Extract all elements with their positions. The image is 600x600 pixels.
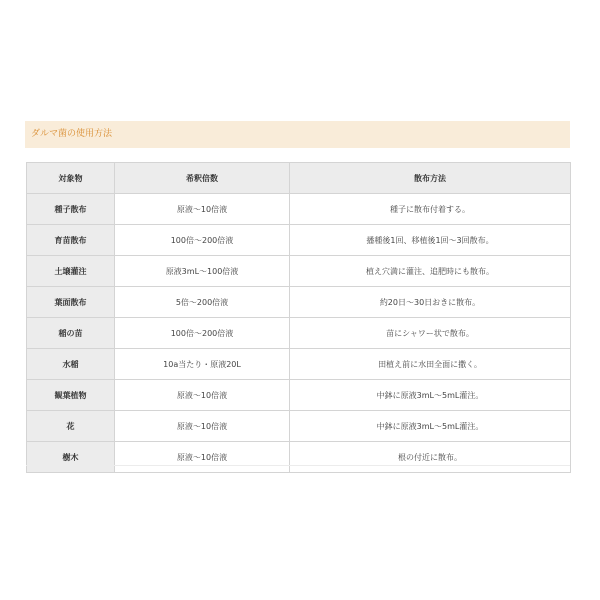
header-dilution: 希釈倍数 — [115, 163, 290, 194]
table-row — [27, 349, 571, 380]
table-header-row — [27, 163, 571, 194]
target-cell: 樹木 — [27, 442, 115, 473]
method-cell: 中鉢に原液3mL～5mL灌注。 — [290, 380, 571, 411]
target-cell: 土壌灌注 — [27, 256, 115, 287]
table-row — [27, 442, 571, 473]
dilution-cell: 原液～10倍液 — [115, 194, 290, 225]
dilution-cell: 原液～10倍液 — [115, 380, 290, 411]
method-cell: 植え穴満に灌注、追肥時にも散布。 — [290, 256, 571, 287]
usage-table — [26, 162, 571, 473]
method-cell: 播種後1回、移植後1回～3回散布。 — [290, 225, 571, 256]
method-cell: 約20日～30日おきに散布。 — [290, 287, 571, 318]
table-row — [27, 194, 571, 225]
dilution-cell: 5倍～200倍液 — [115, 287, 290, 318]
section-title-banner — [25, 121, 570, 148]
dilution-cell: 10a当たり・原液20L — [115, 349, 290, 380]
target-cell: 種子散布 — [27, 194, 115, 225]
target-cell: 観葉植物 — [27, 380, 115, 411]
dilution-cell: 100倍～200倍液 — [115, 225, 290, 256]
method-cell: 苗にシャワー状で散布。 — [290, 318, 571, 349]
table-row — [27, 318, 571, 349]
target-cell: 水稲 — [27, 349, 115, 380]
dilution-cell: 100倍～200倍液 — [115, 318, 290, 349]
target-cell: 葉面散布 — [27, 287, 115, 318]
target-cell: 育苗散布 — [27, 225, 115, 256]
table-row — [27, 380, 571, 411]
dilution-cell: 原液～10倍液 — [115, 442, 290, 473]
target-cell: 花 — [27, 411, 115, 442]
method-cell: 田植え前に水田全面に撒く。 — [290, 349, 571, 380]
dilution-cell: 原液3mL～100倍液 — [115, 256, 290, 287]
header-target: 対象物 — [27, 163, 115, 194]
table-row — [27, 225, 571, 256]
divider — [26, 465, 570, 466]
header-method: 散布方法 — [290, 163, 571, 194]
table-row — [27, 287, 571, 318]
method-cell: 根の付近に散布。 — [290, 442, 571, 473]
section-title: ダルマ菌の使用方法 — [31, 129, 113, 139]
table-row — [27, 256, 571, 287]
table-row — [27, 411, 571, 442]
method-cell: 種子に散布付着する。 — [290, 194, 571, 225]
method-cell: 中鉢に原液3mL～5mL灌注。 — [290, 411, 571, 442]
target-cell: 稲の苗 — [27, 318, 115, 349]
dilution-cell: 原液～10倍液 — [115, 411, 290, 442]
